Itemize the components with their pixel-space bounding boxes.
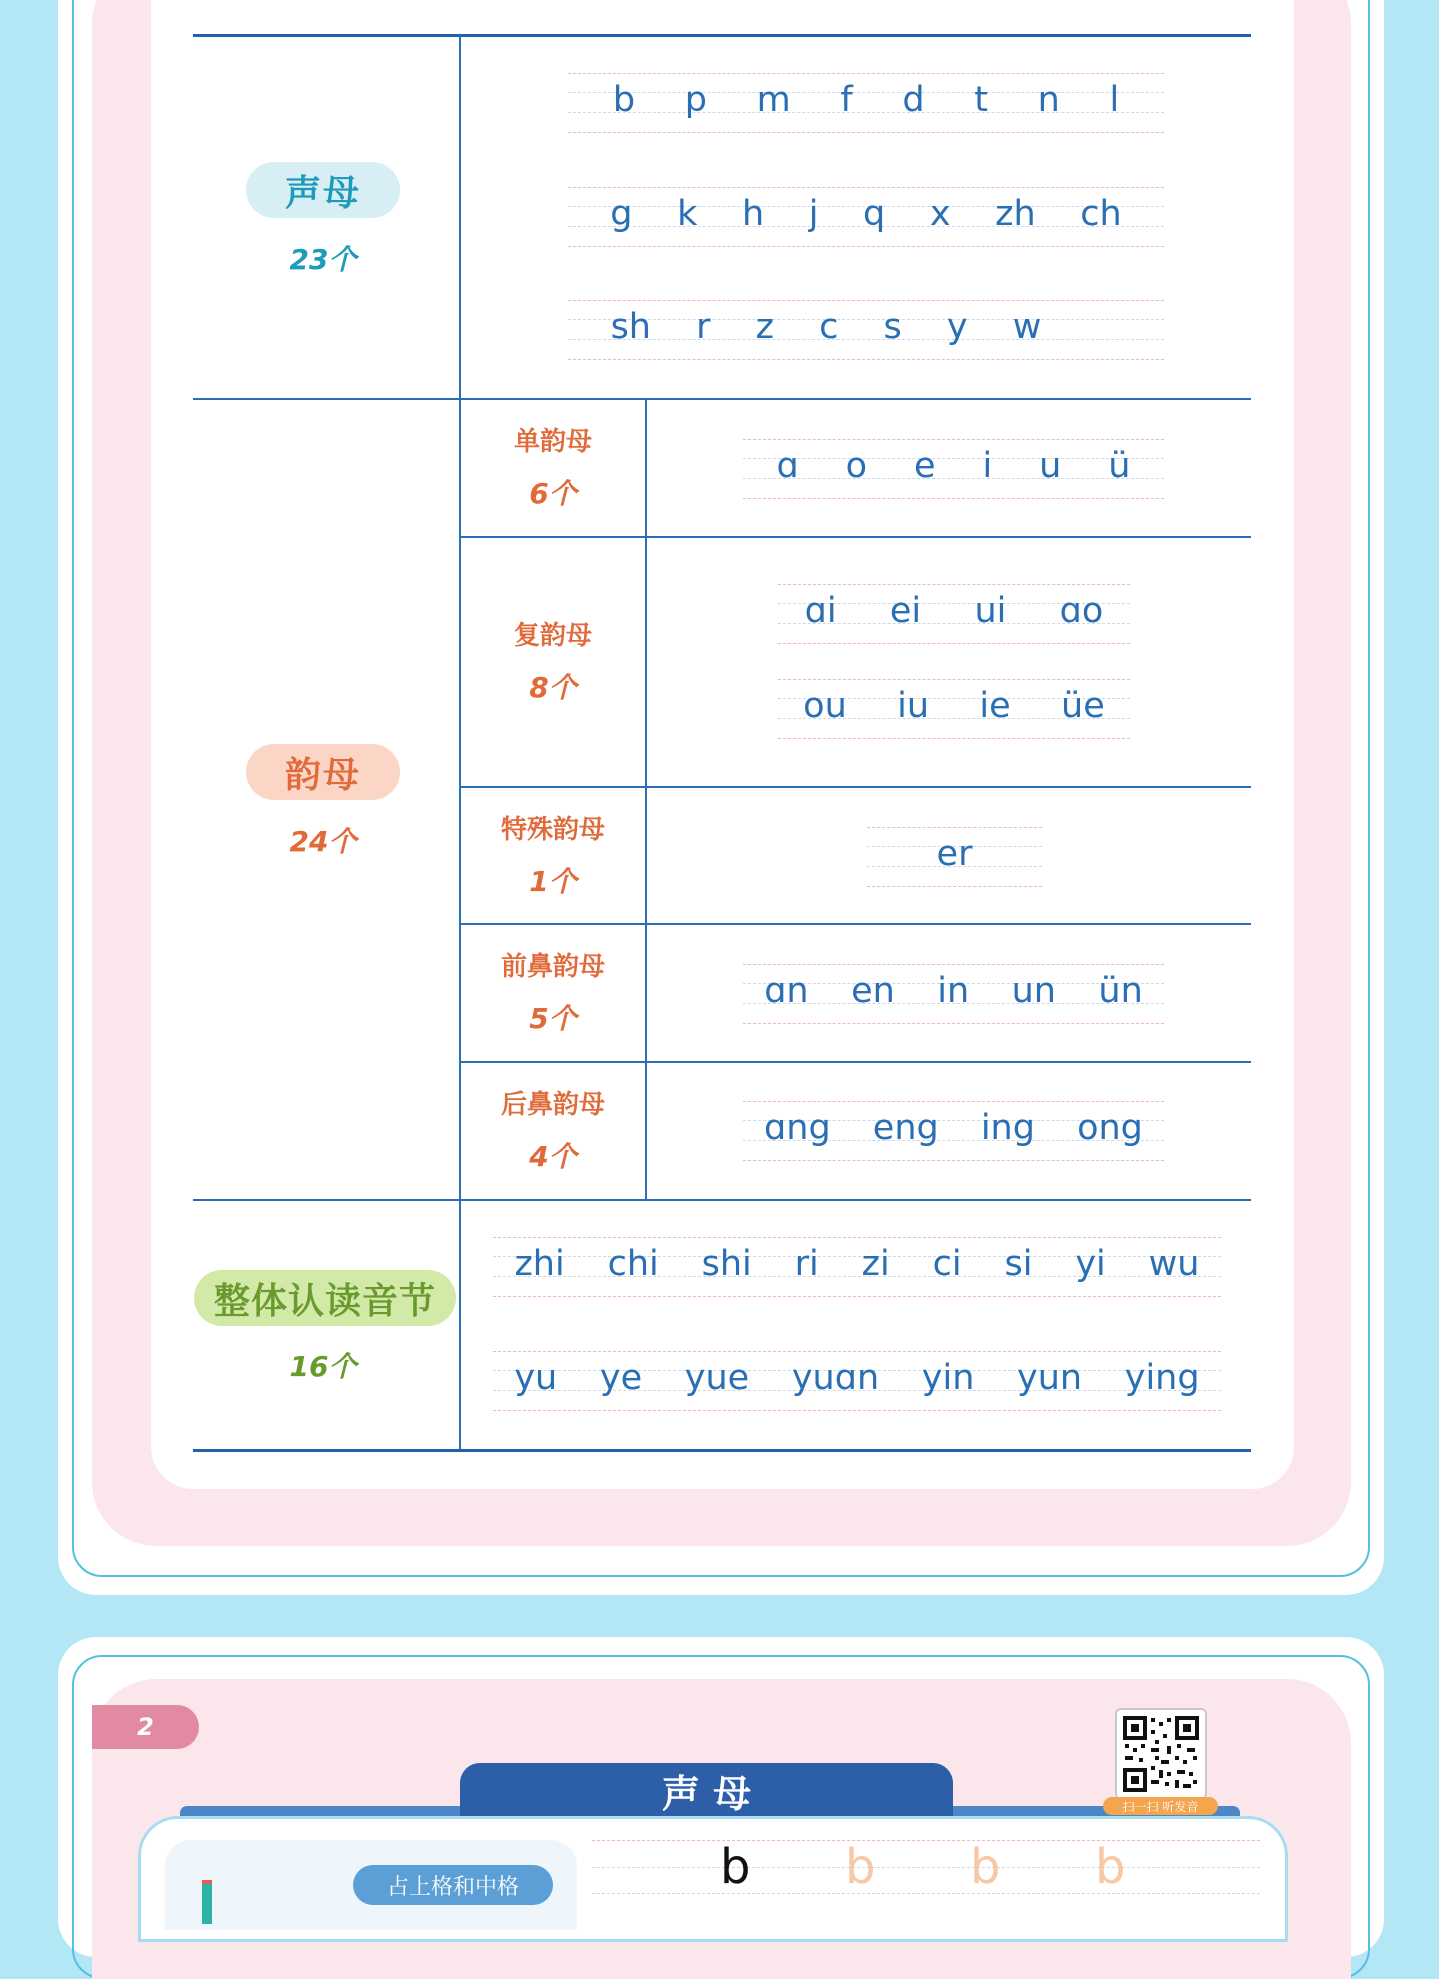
group-count: 6个 bbox=[529, 477, 577, 510]
whole-row-2 bbox=[493, 1351, 1221, 1411]
back-nasal-letters bbox=[743, 1108, 1164, 1148]
simple-finals-row bbox=[743, 439, 1164, 499]
simple-finals-letters bbox=[753, 446, 1154, 486]
letter: ou bbox=[803, 686, 847, 726]
letter: sh bbox=[610, 307, 651, 347]
compound-finals-letters-1 bbox=[778, 591, 1130, 631]
letter: ch bbox=[1080, 194, 1122, 234]
letter: er bbox=[936, 834, 973, 874]
whole-syllables-label bbox=[194, 1270, 456, 1326]
trace-letter: b bbox=[845, 1839, 876, 1895]
trace-letter: b bbox=[1095, 1839, 1126, 1895]
divider-finals bbox=[193, 1199, 1251, 1201]
finals-count: 24个 bbox=[289, 825, 357, 858]
section-title bbox=[460, 1763, 953, 1818]
group-name: 后鼻韵母 bbox=[500, 1090, 605, 1120]
letter: ei bbox=[889, 591, 922, 631]
syllable: ci bbox=[932, 1244, 962, 1284]
syllable: yu bbox=[514, 1358, 558, 1398]
initials-row-2 bbox=[568, 187, 1164, 247]
whole-row-1-letters bbox=[493, 1244, 1221, 1284]
tracing-grid bbox=[592, 1840, 1260, 1921]
initials-count: 23个 bbox=[289, 243, 357, 276]
letter: un bbox=[1011, 971, 1056, 1011]
trace-letter: b bbox=[970, 1839, 1001, 1895]
syllable: wu bbox=[1148, 1244, 1200, 1284]
divider-initials bbox=[193, 398, 1251, 400]
grid-hint-label bbox=[353, 1865, 553, 1905]
main-column-rule bbox=[459, 35, 461, 1449]
letter: ɑ bbox=[776, 446, 799, 486]
letter: ün bbox=[1098, 971, 1143, 1011]
syllable: yi bbox=[1075, 1244, 1106, 1284]
whole-row-1 bbox=[493, 1237, 1221, 1297]
qr-caption bbox=[1103, 1797, 1218, 1815]
initials-row-3 bbox=[568, 300, 1164, 360]
letter: ɑo bbox=[1059, 591, 1104, 631]
letter: en bbox=[851, 971, 895, 1011]
group-count: 8个 bbox=[529, 671, 577, 704]
letter: r bbox=[696, 307, 711, 347]
initials-row-1-letters bbox=[588, 80, 1144, 120]
group-name: 复韵母 bbox=[513, 621, 592, 651]
initials-label-text: 声母 bbox=[284, 172, 361, 214]
letter: c bbox=[819, 307, 839, 347]
letter: d bbox=[902, 80, 925, 120]
syllable: yin bbox=[921, 1358, 975, 1398]
finals-column-rule bbox=[645, 398, 647, 1199]
letter: u bbox=[1039, 446, 1062, 486]
syllable: chi bbox=[607, 1244, 659, 1284]
group-count: 4个 bbox=[529, 1140, 577, 1173]
letter: zh bbox=[995, 194, 1036, 234]
letter: p bbox=[684, 80, 707, 120]
letter: g bbox=[610, 194, 633, 234]
finals-label bbox=[246, 744, 400, 800]
syllable: zhi bbox=[514, 1244, 565, 1284]
syllable: yuɑn bbox=[791, 1358, 880, 1398]
letter: n bbox=[1037, 80, 1060, 120]
letter: ong bbox=[1077, 1108, 1143, 1148]
syllable: si bbox=[1004, 1244, 1033, 1284]
syllable: ying bbox=[1124, 1358, 1200, 1398]
qr-caption-text: 扫一扫 听发音 bbox=[1122, 1799, 1199, 1814]
finals-label-text: 韵母 bbox=[284, 754, 361, 796]
letter: j bbox=[808, 194, 819, 234]
syllable: ri bbox=[794, 1244, 819, 1284]
whole-syllables-count: 16个 bbox=[289, 1350, 357, 1383]
divider-front-nasal bbox=[460, 1061, 1251, 1063]
letter: m bbox=[756, 80, 791, 120]
simple-finals-label bbox=[462, 421, 644, 512]
group-count: 1个 bbox=[529, 865, 577, 898]
letter: x bbox=[929, 194, 951, 234]
group-count: 5个 bbox=[529, 1002, 577, 1035]
divider-special bbox=[460, 923, 1251, 925]
qr-code-icon bbox=[1117, 1710, 1205, 1798]
letter: e bbox=[913, 446, 936, 486]
letter: ü bbox=[1108, 446, 1131, 486]
syllable: zi bbox=[861, 1244, 890, 1284]
syllable: shi bbox=[701, 1244, 752, 1284]
letter: k bbox=[677, 194, 698, 234]
front-nasal-letters bbox=[743, 971, 1164, 1011]
back-nasal-row bbox=[743, 1101, 1164, 1161]
initials-label bbox=[246, 162, 400, 218]
table-top-rule bbox=[193, 34, 1251, 37]
initials-row-1 bbox=[568, 73, 1164, 133]
back-nasal-label bbox=[462, 1084, 644, 1175]
grid-line bbox=[592, 1893, 1260, 1894]
letter: üe bbox=[1061, 686, 1105, 726]
letter: i bbox=[982, 446, 993, 486]
letter: ui bbox=[974, 591, 1007, 631]
page-number: 2 bbox=[137, 1713, 154, 1741]
letter: f bbox=[840, 80, 853, 120]
letter: ing bbox=[980, 1108, 1035, 1148]
letter: b bbox=[612, 80, 636, 120]
letter: y bbox=[946, 307, 968, 347]
letter: ie bbox=[979, 686, 1011, 726]
letter: q bbox=[863, 194, 886, 234]
group-name: 前鼻韵母 bbox=[500, 952, 605, 982]
grid-hint-text: 占上格和中格 bbox=[386, 1874, 519, 1900]
letter: iu bbox=[897, 686, 930, 726]
group-name: 特殊韵母 bbox=[500, 815, 605, 845]
compound-finals-letters-2 bbox=[778, 686, 1130, 726]
letter: ɑn bbox=[764, 971, 809, 1011]
group-name: 单韵母 bbox=[513, 427, 592, 457]
initials-row-3-letters bbox=[588, 307, 1064, 347]
letter: t bbox=[974, 80, 988, 120]
special-final-letters bbox=[867, 834, 1042, 874]
front-nasal-row bbox=[743, 964, 1164, 1024]
divider-compound bbox=[460, 786, 1251, 788]
compound-finals-label bbox=[462, 615, 644, 706]
letter: o bbox=[845, 446, 868, 486]
section-title-text: 声 母 bbox=[661, 1772, 752, 1816]
letter: s bbox=[883, 307, 902, 347]
pencil-illustration bbox=[202, 1880, 212, 1924]
syllable: ye bbox=[599, 1358, 643, 1398]
letter: eng bbox=[872, 1108, 939, 1148]
divider-simple bbox=[460, 536, 1251, 538]
grid-line bbox=[592, 1867, 1260, 1868]
whole-row-2-letters bbox=[493, 1358, 1221, 1398]
qr-code[interactable] bbox=[1115, 1708, 1207, 1800]
table-bottom-rule bbox=[193, 1449, 1251, 1452]
special-final-label bbox=[462, 809, 644, 900]
letter: l bbox=[1109, 80, 1120, 120]
syllable: yue bbox=[684, 1358, 750, 1398]
letter: ɑi bbox=[804, 591, 837, 631]
special-final-row bbox=[867, 827, 1042, 887]
compound-finals-row-2 bbox=[778, 679, 1130, 739]
letter: in bbox=[937, 971, 970, 1011]
demo-letter: b bbox=[720, 1839, 751, 1895]
page-number-tab bbox=[92, 1705, 199, 1749]
whole-syllables-label-text: 整体认读音节 bbox=[213, 1280, 436, 1322]
letter: w bbox=[1012, 307, 1042, 347]
compound-finals-row-1 bbox=[778, 584, 1130, 644]
initials-row-2-letters bbox=[588, 194, 1144, 234]
front-nasal-label bbox=[462, 946, 644, 1037]
syllable: yun bbox=[1017, 1358, 1083, 1398]
letter: z bbox=[755, 307, 774, 347]
letter: h bbox=[741, 194, 765, 234]
letter: ɑng bbox=[764, 1108, 831, 1148]
